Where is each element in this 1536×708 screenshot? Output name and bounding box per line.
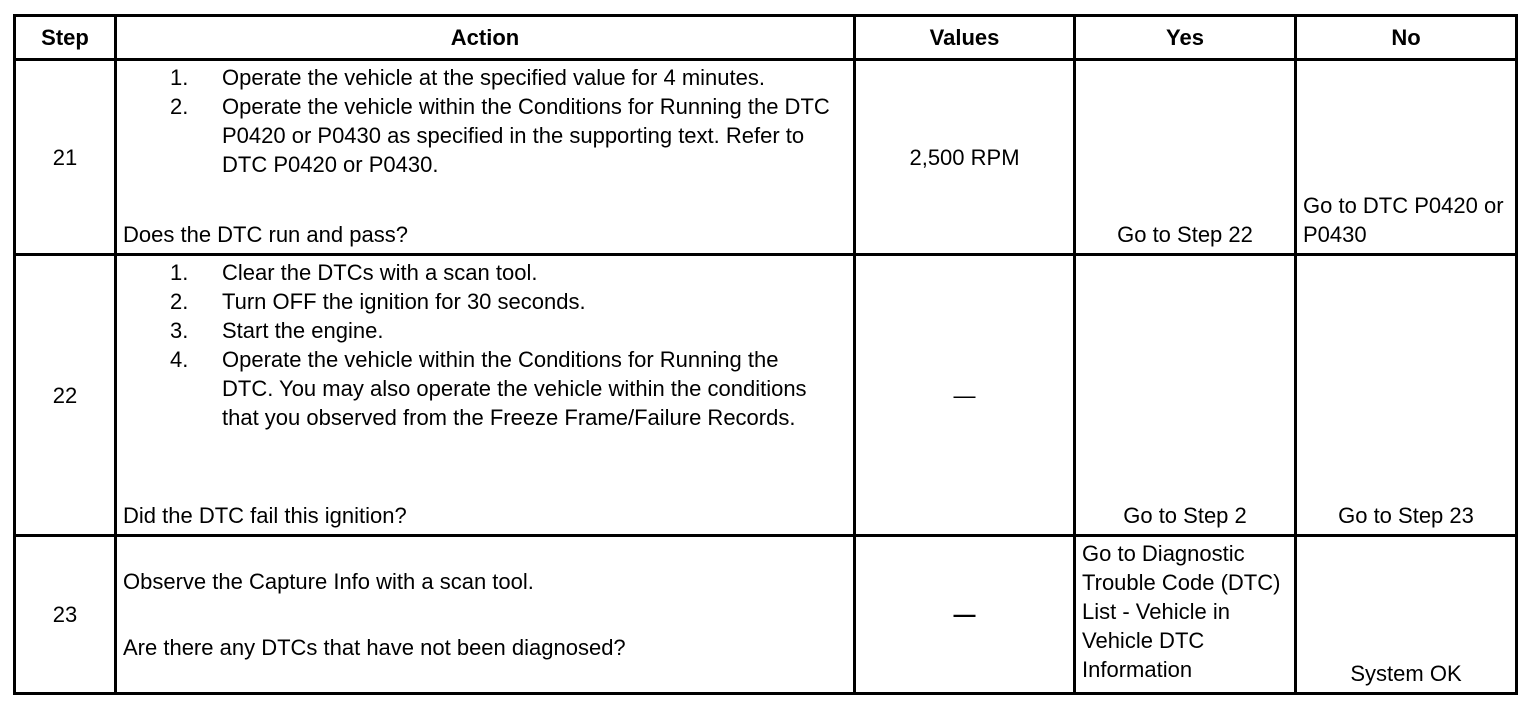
action-cell bbox=[116, 536, 855, 694]
list-number: 2. bbox=[170, 289, 189, 314]
list-number: 1. bbox=[170, 65, 189, 90]
no-result: Go to DTC P0420 or P0430 bbox=[1303, 193, 1504, 247]
table-row bbox=[15, 536, 1517, 694]
header-values: Values bbox=[855, 16, 1075, 60]
header-row bbox=[15, 16, 1517, 60]
list-number: 3. bbox=[170, 318, 189, 343]
yes-cell bbox=[1075, 60, 1296, 255]
step-number: 21 bbox=[15, 60, 116, 255]
step-number: 22 bbox=[15, 255, 116, 536]
action-cell bbox=[116, 255, 855, 536]
value-cell: 2,500 RPM bbox=[855, 60, 1075, 255]
action-steps-list bbox=[123, 258, 847, 432]
list-item bbox=[123, 258, 847, 287]
list-item bbox=[123, 92, 847, 179]
value-cell: — bbox=[855, 536, 1075, 694]
no-result: System OK bbox=[1350, 661, 1462, 686]
header-action: Action bbox=[116, 16, 855, 60]
list-item bbox=[123, 63, 847, 92]
table-row bbox=[15, 255, 1517, 536]
list-text: Operate the vehicle within the Conditions for Running the DTC P0420 or P0430 as specified in the supporting text. Refer to DTC P0420 or P0430. bbox=[222, 94, 830, 177]
action-question: Are there any DTCs that have not been diagnosed? bbox=[123, 635, 626, 660]
header-yes: Yes bbox=[1075, 16, 1296, 60]
list-item bbox=[123, 287, 847, 316]
yes-result: Go to Step 22 bbox=[1117, 222, 1253, 247]
yes-result: Go to Diagnostic Trouble Code (DTC) List - Vehicle in Vehicle DTC Information bbox=[1082, 541, 1281, 682]
list-item bbox=[123, 345, 847, 432]
list-text: Turn OFF the ignition for 30 seconds. bbox=[222, 289, 586, 314]
list-text: Start the engine. bbox=[222, 318, 384, 343]
no-cell bbox=[1296, 536, 1517, 694]
no-cell bbox=[1296, 60, 1517, 255]
list-number: 1. bbox=[170, 260, 189, 285]
list-number: 4. bbox=[170, 347, 189, 372]
action-steps-list bbox=[123, 63, 847, 179]
list-item bbox=[123, 316, 847, 345]
yes-cell bbox=[1075, 536, 1296, 694]
list-text: Operate the vehicle at the specified value for 4 minutes. bbox=[222, 65, 765, 90]
no-result: Go to Step 23 bbox=[1338, 503, 1474, 528]
list-text: Clear the DTCs with a scan tool. bbox=[222, 260, 538, 285]
step-number: 23 bbox=[15, 536, 116, 694]
action-text: Observe the Capture Info with a scan tool. bbox=[123, 569, 534, 594]
value-cell: — bbox=[855, 255, 1075, 536]
diagnostic-table bbox=[13, 14, 1518, 695]
header-no: No bbox=[1296, 16, 1517, 60]
yes-cell bbox=[1075, 255, 1296, 536]
list-text: Operate the vehicle within the Conditions for Running the DTC. You may also operate the vehicle within the conditions that you observed from the Freeze Frame/Failure Records. bbox=[222, 347, 807, 430]
no-cell bbox=[1296, 255, 1517, 536]
list-number: 2. bbox=[170, 94, 189, 119]
header-step: Step bbox=[15, 16, 116, 60]
action-question: Does the DTC run and pass? bbox=[123, 222, 408, 247]
action-question: Did the DTC fail this ignition? bbox=[123, 503, 407, 528]
table-row bbox=[15, 60, 1517, 255]
yes-result: Go to Step 2 bbox=[1123, 503, 1247, 528]
action-cell bbox=[116, 60, 855, 255]
